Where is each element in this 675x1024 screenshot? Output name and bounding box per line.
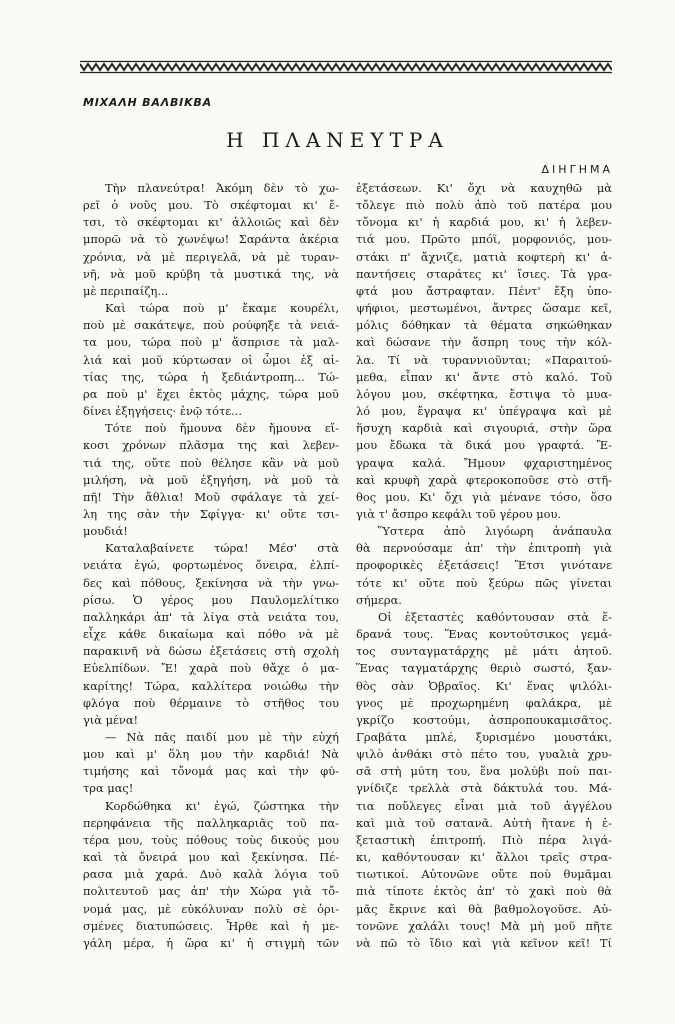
text-line: Οἱ ἐξεταστὲς καθόντουσαν στὰ ἕ- <box>378 609 612 624</box>
text-line: τια ποὔλεγες εἶναι μιὰ τοῦ ἀγγέλου <box>356 798 612 813</box>
text-line: μπορῶ νὰ τὸ χωνέψω! Σαράντα ἀκέρια <box>83 232 339 247</box>
text-line: καὶ μιὰ τοῦ σατανᾶ. Αὐτὴ ἤτανε ἡ ἐ- <box>356 815 612 830</box>
text-line: γραψα καλά. Ἤμουν φχαριστημένος <box>356 455 612 470</box>
text-line: δρανά τους. Ἕνας κοντούτσικος γεμά- <box>356 627 612 642</box>
text-line: λό μου, ἔγραψα κι' ὑπέγραψα καὶ μὲ <box>356 404 612 419</box>
text-line: παλληκάρι ἀπ' τὰ λίγα στὰ νειάτα του, <box>83 609 339 624</box>
text-line: ἐξετάσεων. Κι' ὄχι νὰ καυχηθῶ μὰ <box>356 181 612 195</box>
text-line: νὰ πῶ τὸ ἴδιο καὶ γιὰ κεῖνον κεῖ! Τί <box>356 935 612 950</box>
genre-label: ΔΙΗΓΗΜΑ <box>541 163 613 176</box>
text-line: Τὴν πλανεύτρα! Ἀκόμη δὲν τὸ χω- <box>105 181 339 195</box>
text-line: μὲ περιπαίζη... <box>83 283 169 298</box>
text-line: λη της σὰν τὴν Σφίγγα· κι' οὔτε τσι- <box>83 506 339 521</box>
text-line: σᾶ στὴ μύτη του, ἕνα μολύβι ποὺ παι- <box>356 764 612 779</box>
text-line: καὶ δώσανε τὴν ἄσπρη τους τὴν κόλ- <box>356 335 612 350</box>
text-line: τιμήσης καὶ τὄνομά μας καὶ τὴν φύ- <box>83 764 339 779</box>
text-line: ποὺ μὲ σακάτεψε, ποὺ ρούφηξε τὰ νειά- <box>83 318 339 333</box>
text-line: λόγου μου, σκέφτηκα, ἔστιψα τὸ μυα- <box>356 386 612 401</box>
text-line: τίας της, τώρα ἡ ξεδιάντροπη... Τώ- <box>83 369 339 384</box>
text-line: λιά καὶ μοῦ κύρτωσαν οἱ ὦμοι ἐξ αἰ- <box>83 352 339 367</box>
text-line: Τότε ποὺ ἤμουνα δὲν ἤμουνα εἴ- <box>105 421 339 436</box>
text-line: παρακινῆ νὰ δώσω ἐξετάσεις στὴ σχολὴ <box>83 644 339 659</box>
text-line: ρα ποὺ μ' ἔχει ἐκτὸς μάχης, τώρα μοῦ <box>83 386 339 401</box>
text-line: Κορδώθηκα κι' ἐγώ, ζώστηκα τὴν <box>105 798 339 813</box>
text-line: φλόγα ποὺ θέρμαινε τὸ στῆθος του <box>83 695 339 710</box>
text-line: κι, καθόντουσαν κι' ἄλλοι τρεῖς στρα- <box>356 850 612 865</box>
text-line: Καταλαβαίνετε τώρα! Μέσ' στὰ <box>105 541 339 556</box>
text-line: τὄνομα κι' ἡ καρδιά μου, κι' ἡ λεβεν- <box>356 215 612 230</box>
text-line: περηφάνεια τῆς παλληκαριᾶς τοῦ πα- <box>83 815 339 830</box>
text-line: νῆ, νὰ μοῦ κρύβη τὰ μυστικά της, νὰ <box>83 266 339 281</box>
text-line: μουδιά! <box>83 524 128 539</box>
text-line: καὶ τὰ ὄνειρά μου καὶ ξεκίνησα. Πέ- <box>83 850 339 865</box>
text-line: τιά της, οὔτε ποὺ θέλησε κἂν νὰ μοῦ <box>83 455 339 470</box>
text-line: γκρίζο κοστούμι, ἀσπροπουκαμισᾶτος. <box>356 712 612 727</box>
text-line: καὶ κρυφὴ χαρὰ φτεροκοποῦσε στὸ στῆ- <box>356 472 612 487</box>
text-line: τὄλεγε πιὸ πολὺ ἀπὸ τοῦ πατέρα μου <box>356 198 612 213</box>
text-line: μεθα, εἶπαν κι' ἄντε στὸ καλό. Τοῦ <box>356 369 612 384</box>
text-line: μόλις δόθηκαν τὰ θέματα σηκώθηκαν <box>356 318 612 333</box>
text-line: πιὰ τίποτε ἐκτὸς ἀπ' τὸ χακὶ ποὺ θὰ <box>356 884 612 899</box>
text-line: τα μου, τώρα ποὺ μ' ἄσπρισε τὰ μαλ- <box>83 335 339 350</box>
text-line: θος μου. Κι' ὄχι γιὰ μένανε τόσο, ὅσο <box>356 489 612 504</box>
author-name: ΜΙΧΑΛΗ ΒΑΛΒΙΚΒΑ <box>83 96 212 109</box>
text-line: γάλη μέρα, ἡ ὥρα κι' ἡ στιγμὴ τῶν <box>83 935 339 950</box>
text-line: Ἕνας ταγματάρχης θεριὸ σωστό, ξαν- <box>356 661 612 676</box>
text-line: τότε κι' οὔτε ποὺ ξεύρω πῶς γίνεται <box>356 575 612 590</box>
text-line: τιά μου. Πρῶτο μπόϊ, μορφονιός, μου- <box>356 232 612 247</box>
text-line: νομά μας, μὲ εὐκόλυναν πολὺ σὲ ὁρι- <box>83 901 339 916</box>
text-line: σμένες διατυπώσεις. Ἦρθε καὶ ἡ με- <box>83 918 339 933</box>
text-line: μιλήση, νὰ μοῦ ἐξηγήση, νὰ μοῦ τὰ <box>83 472 339 487</box>
text-line: μου καὶ μ' ὅλη μου τὴν καρδιά! Νὰ <box>83 747 339 762</box>
text-line: φτά μου ἄστραφταν. Πέντ' ἔξη ὑπο- <box>356 283 612 298</box>
text-line: γνίδιζε τρελλὰ στὰ δάκτυλά του. Μά- <box>356 781 612 796</box>
text-line: πολιτευτοῦ μας ἀπ' τὴν Χώρα γιὰ τὄ- <box>83 884 339 899</box>
text-line: τονῶνε χαλάλι τους! Μὰ μὴ μοῦ πῆτε <box>356 918 612 933</box>
decorative-border-ornament <box>80 60 612 74</box>
text-line: θὸς σὰν Ὀβραῖος. Κι' ἕνας ψιλόλι- <box>356 678 612 693</box>
text-column-right <box>356 180 612 952</box>
text-line: γιὰ μένα! <box>83 712 139 727</box>
text-line: ἥσυχη καρδιὰ καὶ σιγουριά, στὴν ὥρα <box>356 421 612 436</box>
text-line: τρα μας! <box>83 781 134 796</box>
text-line: προφορικὲς ἐξετάσεις! Ἔτσι γινότανε <box>356 558 612 573</box>
text-line: ρίσω. Ὁ γέρος μου Παυλομελίτικο <box>83 592 339 607</box>
text-line: γιὰ τ' ἄσπρο κεφάλι τοῦ γέρου μου. <box>356 506 562 521</box>
text-line: δες καὶ πόθους, ξεκίνησα νὰ τὴν γνω- <box>83 575 339 590</box>
text-line: δίνει ἐξηγήσεις· ἐνῷ τότε... <box>83 404 243 419</box>
text-line: τιωτικοί. Αὐτονῶνε οὔτε ποὺ θυμᾶμαι <box>356 867 612 882</box>
text-line: τέρα μου, τοὺς πόθους τοὺς δικούς μου <box>83 832 339 847</box>
text-line: θὰ περνούσαμε ἀπ' τὴν ἐπιτροπὴ γιὰ <box>356 541 612 556</box>
text-line: μου ἔδωκα τὰ δικά μου γραφτά. Ἔ- <box>356 438 612 453</box>
text-line: λα. Τί νὰ τυραννιοῦνται; «Παραιτού- <box>356 352 612 367</box>
text-line: ρασα μιὰ χαρά. Δυὸ καλὰ λόγια τοῦ <box>83 867 339 882</box>
text-line: παντήσεις σταράτες κι' ἴσιες. Τὰ γρα- <box>356 266 612 281</box>
text-line: ρεῖ ὁ νοῦς μου. Τὸ σκέφτομαι κι' ἔ- <box>83 198 339 213</box>
text-line: — Νὰ πᾶς παιδί μου μὲ τὴν εὐχή <box>105 730 339 744</box>
text-line: ξεταστικὴ ἐπιτροπή. Πιὸ πέρα λιγά- <box>356 832 612 847</box>
story-title: Η ΠΛΑΝΕΥΤΡΑ <box>226 128 449 152</box>
text-line: καρίτης! Τώρα, καλλίτερα νοιώθω τὴν <box>83 678 339 693</box>
text-line: Ὕστερα ἀπὸ λιγόωρη ἀνάπαυλα <box>378 524 612 539</box>
text-line: τος συνταγματάρχης μὲ μάτι ἀητοῦ. <box>356 644 612 659</box>
text-line: τσι, τὸ σκέφτομαι κι' ἀλλοιῶς καὶ δὲν <box>83 215 339 230</box>
text-line: γνος μὲ προχωρημένη φαλάκρα, μὲ <box>356 695 612 710</box>
text-line: σήμερα. <box>356 592 402 607</box>
text-line: Γραβάτα μπλέ, ξυρισμένο μουστάκι, <box>356 730 612 744</box>
text-line: πῆ! Τὴν ἄθλια! Μοῦ σφάλαγε τὰ χεί- <box>83 489 339 504</box>
text-line: ψιλὸ ἀνθάκι στὸ πέτο του, γυαλιὰ χρυ- <box>356 747 612 762</box>
text-line: νειάτα ἐγώ, φορτωμένος ὄνειρα, ἐλπί- <box>83 558 339 573</box>
text-line: κοσι χρόνων πλᾶσμα της καὶ λεβεν- <box>83 438 339 453</box>
text-line: Καὶ τώρα ποὺ μ' ἔκαμε κουρέλι, <box>105 301 339 316</box>
text-column-left <box>83 180 339 952</box>
text-line: Εὐελπίδων. Ἔ! χαρὰ ποὺ θἄχε ὁ μα- <box>83 661 339 676</box>
text-line: στάκι π' ἄχνιζε, ματιὰ κοφτερὴ κι' ἀ- <box>356 249 612 264</box>
text-line: ψήφιοι, μεστωμένοι, ἄντρες ὥσαμε κεῖ, <box>356 301 612 316</box>
text-line: μᾶς ἔκρινε καὶ θὰ βαθμολογοῦσε. Αὐ- <box>356 901 612 916</box>
text-line: εἶχε κάθε δικαίωμα καὶ πόθο νὰ μὲ <box>83 627 339 642</box>
text-line: χρόνια, νὰ μὲ περιγελᾶ, νὰ μὲ τυραν- <box>83 249 339 264</box>
